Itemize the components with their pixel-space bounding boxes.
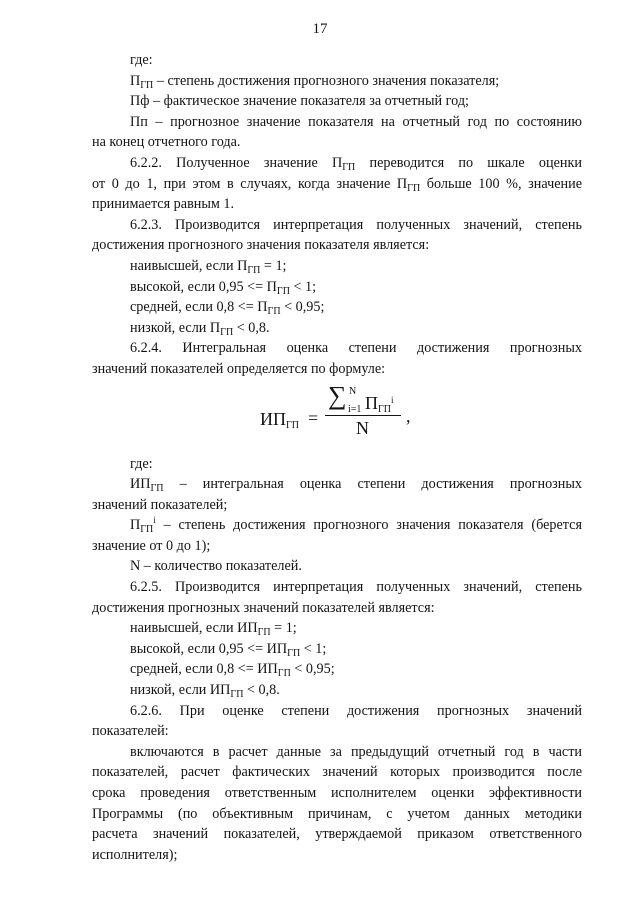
text: наивысшей, если: [130, 620, 238, 637]
text-line: [92, 659, 582, 680]
integral-formula: [92, 382, 582, 448]
text: наивысшей, если: [130, 257, 238, 274]
text-line: [92, 598, 582, 619]
text: < 0,95;: [280, 299, 325, 316]
formula-comma: ,: [406, 405, 411, 426]
text: Пп – прогнозное значение показателя на отчетный год по состоянию: [130, 113, 582, 130]
sum-symbol: ∑: [328, 380, 347, 410]
text: где:: [130, 455, 153, 472]
sum-upper-limit: N: [349, 385, 357, 397]
text: < 1;: [289, 278, 317, 295]
symbol-sub: ГП: [407, 182, 421, 194]
text: исполнителя);: [92, 846, 178, 863]
text-line: [92, 577, 582, 598]
formula-lhs: [260, 409, 299, 430]
text-line: [92, 804, 582, 825]
text: 6.2.6. При оценке степени достижения прогнозных значений: [130, 702, 582, 719]
sum-lower-limit: i=1: [348, 403, 362, 415]
symbol-sub: ГП: [140, 79, 154, 91]
text: от 0 до 1, при этом в случаях, когда значение: [92, 175, 397, 192]
text: N – количество показателей.: [130, 558, 302, 575]
symbol-sub: ГП: [247, 264, 261, 276]
text-line: [92, 680, 582, 701]
text: – степень достижения прогнозного значения показателя;: [153, 72, 500, 89]
text-line: [92, 50, 582, 71]
formula-lhs-text: ИП: [260, 408, 286, 429]
sum-term-sub: ГП: [378, 403, 392, 415]
formula-lhs-sub: ГП: [286, 419, 300, 431]
text: достижения прогнозного значения показателя является:: [92, 237, 430, 254]
text: расчета значений показателей, утверждаемой приказом ответственного: [92, 826, 582, 843]
text: низкой, если: [130, 319, 210, 336]
text-line: [92, 297, 582, 318]
symbol-sub: ГП: [276, 285, 290, 297]
text: 6.2.5. Производится интерпретация полученных значений, степень: [130, 579, 582, 596]
text: включаются в расчет данные за предыдущий отчетный год в части: [130, 743, 582, 760]
text: показателей:: [92, 723, 169, 740]
text-line: [92, 277, 582, 298]
symbol-sub: ГП: [342, 161, 356, 173]
sum-term-text: П: [365, 392, 378, 413]
text: достижения прогнозных значений показателей является:: [92, 599, 435, 616]
fraction-bar: [325, 415, 401, 416]
text: 6.2.2. Полученное значение: [130, 154, 333, 171]
symbol: ИП: [130, 476, 151, 493]
text-line: [92, 91, 582, 112]
symbol: ИП: [266, 640, 288, 657]
text: на конец отчетного года.: [92, 134, 241, 151]
symbol-sub: ГП: [230, 689, 244, 701]
text-line: [92, 556, 582, 577]
text-line: [92, 495, 582, 516]
symbol: П: [266, 278, 277, 295]
page-number: 17: [312, 21, 328, 37]
symbol-sub: ГП: [287, 647, 301, 659]
symbol-sub: ГП: [277, 668, 291, 680]
text: = 1;: [270, 620, 297, 637]
text: < 0,8.: [243, 682, 280, 699]
text: средней, если 0,8 <=: [130, 299, 258, 316]
text-line: [92, 359, 582, 380]
text-line: [92, 215, 582, 236]
text: = 1;: [260, 257, 287, 274]
symbol: ИП: [209, 682, 231, 699]
text: 6.2.3. Производится интерпретация полученных значений, степень: [130, 216, 582, 233]
formula-numerator: [328, 380, 408, 416]
text: низкой, если: [130, 682, 210, 699]
text: переводится по шкале оценки: [355, 154, 582, 171]
symbol: П: [130, 517, 141, 534]
sum-term-sup: i: [391, 394, 394, 405]
text: высокой, если 0,95 <=: [130, 640, 267, 657]
sum-term: [365, 393, 394, 414]
text-line: [92, 235, 582, 256]
symbol: П: [396, 175, 408, 192]
text-line: [92, 112, 582, 133]
text: где:: [130, 52, 153, 68]
symbol-sup: i: [153, 515, 156, 526]
text: значений показателей определяется по формуле:: [92, 360, 386, 377]
text-line: [92, 454, 582, 475]
text-line: [92, 256, 582, 277]
symbol: П: [257, 299, 268, 316]
text: – степень достижения прогнозного значения показателя (берется: [155, 517, 582, 534]
text-line: [92, 721, 582, 742]
text: Пф – фактическое значение показателя за отчетный год;: [130, 93, 469, 110]
text: Программы (по объективным причинам, с учетом данных методики: [92, 805, 582, 822]
symbol: ИП: [237, 620, 258, 637]
text: показателей, расчет фактических значений которых производится после: [92, 764, 582, 781]
text-line: [92, 318, 582, 339]
symbol: П: [209, 319, 221, 336]
text-line: [92, 824, 582, 845]
text-line: [92, 515, 582, 536]
text-line: [92, 762, 582, 783]
text-line: [92, 701, 582, 722]
text-line: [92, 639, 582, 660]
symbol-sub: ГП: [220, 326, 234, 338]
text-line: [92, 536, 582, 557]
formula-denominator: N: [356, 417, 369, 438]
text: < 0,8.: [233, 319, 270, 336]
symbol-sub: ГП: [140, 524, 154, 536]
text-line: [92, 783, 582, 804]
symbol: ИП: [257, 661, 278, 678]
text: высокой, если 0,95 <=: [130, 278, 267, 295]
symbol-sub: ГП: [257, 627, 271, 639]
symbol: П: [332, 154, 343, 171]
text-line: [92, 153, 582, 174]
text: срока проведения ответственным исполнителем оценки эффективности: [92, 785, 582, 801]
text: 6.2.4. Интегральная оценка степени достижения прогнозных: [130, 340, 582, 357]
text-line: [92, 474, 582, 495]
symbol-sub: ГП: [150, 483, 164, 495]
document-body: [92, 50, 582, 865]
text-line: [92, 845, 582, 866]
text-line: [92, 742, 582, 763]
text-line: [92, 338, 582, 359]
text: < 0,95;: [290, 661, 335, 678]
symbol: П: [237, 257, 248, 274]
text: < 1;: [300, 640, 327, 657]
text: – интегральная оценка степени достижения прогнозных: [163, 476, 582, 493]
text: принимается равным 1.: [92, 196, 235, 213]
text-line: [92, 71, 582, 92]
symbol-sub: ГП: [267, 306, 281, 318]
text: значений показателей;: [92, 496, 228, 513]
text-line: [92, 132, 582, 153]
text: больше 100 %, значение: [420, 175, 582, 192]
text: средней, если 0,8 <=: [130, 661, 258, 678]
text-line: [92, 194, 582, 215]
symbol: П: [130, 72, 141, 89]
text: значение от 0 до 1);: [92, 537, 211, 554]
text-line: [92, 174, 582, 195]
formula-equals: =: [308, 407, 319, 428]
text-line: [92, 618, 582, 639]
